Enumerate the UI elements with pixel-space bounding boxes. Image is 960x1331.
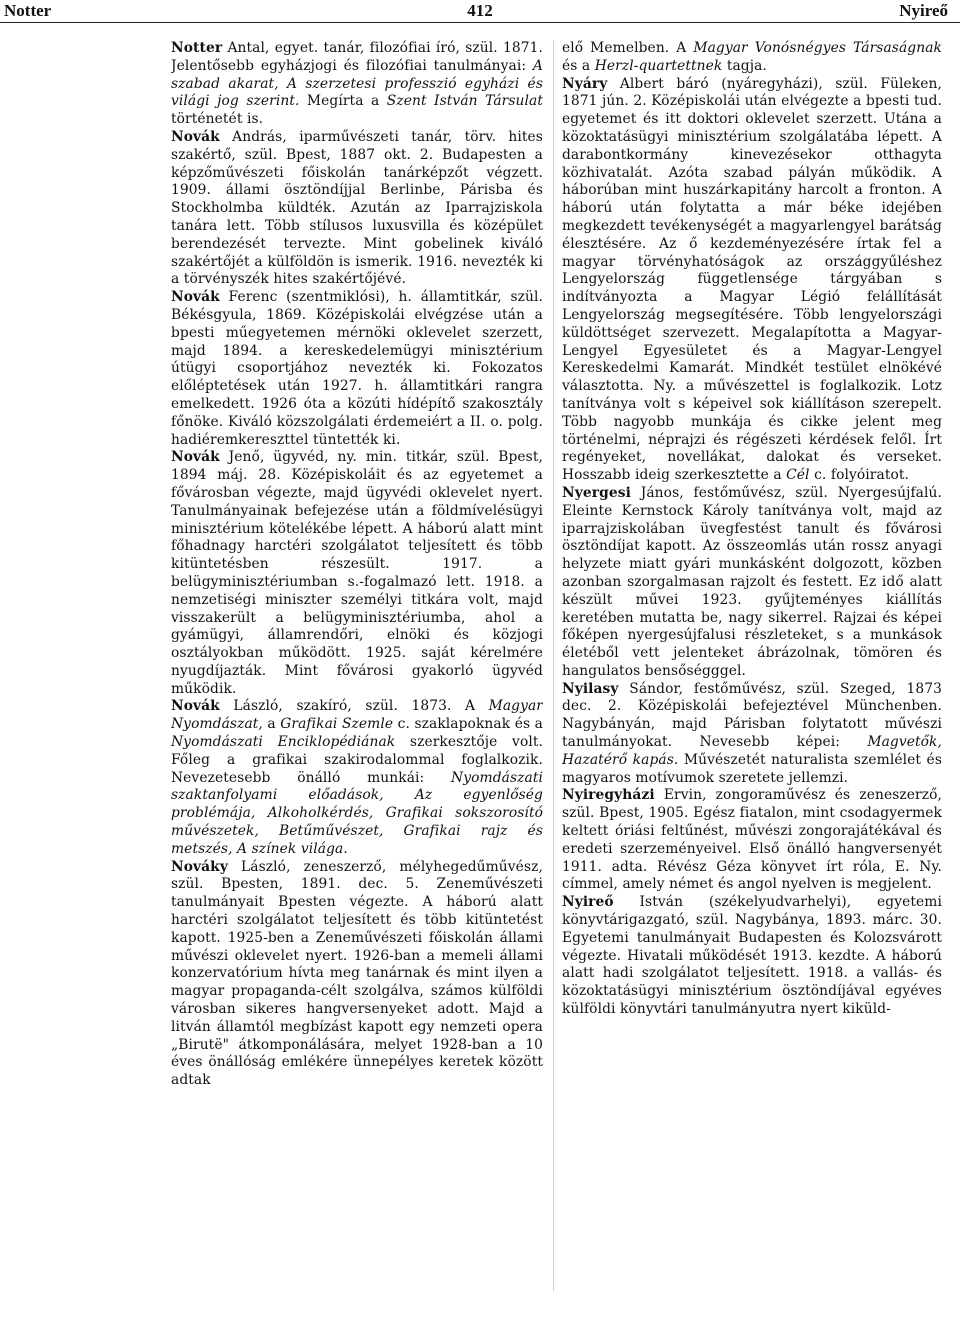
entry-text: tagja. bbox=[722, 57, 767, 74]
entry bbox=[171, 449, 543, 698]
entry-text: László, zeneszerző, mélyhegedűművész, szül. Bpesten, 1891. dec. 5. Zeneművészeti tanulmányait Bpesten végezte. A háború alatt harctéri szolgálatot teljesített és több kitüntetést kapott. 1925-ben a Zeneművészeti főiskolán állami művészi oklevelet nyert. 1926-ban a memeli állami konzervatórium hívta meg tanárnak és mint ilyen a magyar propaganda-célt szolgálva, számos külföldi városban sikeres hangversenyeket adott. Majd a litván államtól megbízást kapott egy nemzeti opera „Birutë" átkomponálására, melyet 1928-ban a 10 éves önállóság emlékére ünnepélyes keretek között adtak bbox=[171, 858, 543, 1089]
entry bbox=[171, 129, 543, 289]
entry-name: Nyilasy bbox=[562, 680, 619, 697]
entry-name: Novák bbox=[171, 289, 220, 306]
entry bbox=[171, 40, 543, 129]
entry-text: Albert báró (nyáregyházi), szül. Füleken, 1871 jún. 2. Középiskolái után elvégezte a bpesti tud. egyetemet és itt doktori oklevelet szerzett. Utána a közoktatásügyi minisztérium szolgálatába lépett. A darabontkormány kinevezésekor otthagyta közhivatalát. Azóta szabad pályán működik. A háborúban mint huszárkapitány harcolt a fronton. A háború után folytatta a már béke idejében megkezdett tevékenységét a magyarlengyel barátság élesztésére. Az ő kezdeményezésére írtak fel a magyar törvényhatóságok az országgyűléshez Lengyelország függetlensége tárgyában s indítványozta a Magyar Légió felállítását Lengyelország megsegítésére. Több lengyelországi küldöttséget szervezett. Megalapította a Magyar-Lengyel Egyesületet és a Magyar-Lengyel Kereskedelmi Kamarát. Mindkét testület elnökévé választotta. Ny. a művészettel is foglalkozik. Lotz tanítványa volt s képeivel sok kiállításon szerepelt. Több nagyobb munkája és cikke jelent meg történelmi, néprajzi és régészeti kérdések felől. Írt regényeket, novellákat, dalokat és verseket. Hosszabb ideig szerkesztette a bbox=[562, 75, 942, 484]
entry-text: András, iparművészeti tanár, törv. hites szakértő, szül. Bpest, 1887 okt. 2. Budapesten a képzőművészeti főiskolán tanárképzőt végzett. 1909. állami ösztöndíjjal Berlinbe, Párisba és Stockholmba küldték. Azután az Iparrajziskola tanára lett. Több stílusos luxusvilla és középület berendezését tervezte. Mint gobelinek kiváló szakértőjét a külföldön is ismerik. 1916. nevezték ki a törvényszék hites szakértőjévé. bbox=[171, 128, 543, 288]
entry-text: és a bbox=[562, 57, 595, 74]
entry-text: János, festőművész, szül. Nyergesújfalú. Eleinte Kernstock Károly tanítványa volt, majd az iparrajziskolában üvegfestést tanult és fővárosi ösztöndíjat kapott. Az összeomlás után rossz anyagi helyzete miatt gyári munkásként dolgozott, közben azonban szorgalmasan rajzolt és festett. Ez idő alatt készült művei 1923. gyűjteményes kiállítás keretében mutatta be, nagy sikerrel. Rajzai és képei főképen nyergesújfalusi részleteket, s a munkások életéből vett jelenteket ábrázolnak, tömören és hangulatos bensőségggel. bbox=[562, 484, 942, 679]
italic-title: Herzl-quartettnek bbox=[594, 57, 723, 74]
entry bbox=[562, 681, 942, 788]
italic-title: Magyar Vonósnégyes Társaságnak bbox=[693, 40, 942, 56]
entry-text: Művészetét naturalista szemlélet és magyaros motívumok szeretete jellemzi. bbox=[562, 751, 942, 786]
italic-title: A szabad akarat, A szerzetesi professzió egyházi és világi jog szerint. bbox=[171, 57, 543, 110]
header-left-word: Notter bbox=[4, 1, 52, 20]
running-header bbox=[0, 0, 960, 22]
entry-text: Ferenc (szentmiklósi), h. államtitkár, szül. Békésgyula, 1869. Középiskolái elvégzése után a bpesti műegyetemen mérnöki oklevelet szerzett, majd 1894. a kereskedelemügyi minisztérium útügyi csoportjához nevezték ki. Fokozatos előléptetések után 1927. h. államtitkári rangra emelkedett. 1926 óta a közúti hídépítő szakosztály főnöke. Kiváló közszolgálati érdemeiért a II. o. polg. hadiéremkereszttel tüntették ki. bbox=[171, 289, 543, 448]
entry bbox=[562, 40, 942, 76]
entry-name: Nyáry bbox=[562, 75, 608, 92]
entry-name: Novák bbox=[171, 128, 220, 145]
entry bbox=[171, 698, 543, 858]
right-column bbox=[562, 40, 942, 1313]
entry bbox=[562, 76, 942, 485]
entry-name: Novák bbox=[171, 449, 220, 466]
header-right-word: Nyireő bbox=[899, 1, 948, 20]
entry-name: Nyergesi bbox=[562, 484, 631, 501]
entry bbox=[171, 289, 543, 449]
entry-name: Nyireő bbox=[562, 894, 614, 911]
italic-title: Magvetők, Hazatérő kapás. bbox=[562, 734, 942, 768]
italic-title: Szent István Társulat bbox=[386, 93, 543, 110]
italic-title: Grafikai Szemle bbox=[280, 716, 394, 733]
entry-text: László, szakíró, szül. 1873. A bbox=[219, 698, 489, 715]
entry bbox=[562, 894, 942, 1019]
italic-title: Nyomdászati szaktanfolyami előadások, Az egyenlőség problémája, Alkoholkérdés, Grafikai sokszorosító művészetek, Betűművészet, Grafikai rajz és metszés, A színek világa. bbox=[171, 769, 543, 857]
entry-name: Novák bbox=[171, 698, 220, 715]
entry-name: Notter bbox=[171, 40, 223, 56]
entry-text: Jenő, ügyvéd, ny. min. titkár, szül. Bpest, 1894 máj. 28. Középiskoláit és az egyetemet a fővárosban végezte, majd ügyvédi oklevelet nyert. Tanulmányainak befejezése után a földmívelésügyi minisztérium kötelékébe lépett. A háború alatt mint főhadnagy harctéri szolgálatot teljesített és több kitüntetésben részesült. 1917. a belügyminisztériumban s.-fogalmazó lett. 1918. a nemzetiségi miniszter személyi titkára volt, majd visszakerült a belügyminisztériumba, ahol a gyámügyi, államrendőri, elnöki és közjogi osztályokban működött. 1925. saját kérelmére nyugdíjazták. Mint fővárosi gyakorló ügyvéd működik. bbox=[171, 449, 543, 697]
entry-text: Sándor, festőművész, szül. Szeged, 1873 dec. 2. Középiskolái befejeztével Münchenben. Nagybányán, majd Párisban folytatott művészi tanulmányokat. Nevesebb képei: bbox=[562, 680, 942, 751]
italic-title: Nyomdászati Enciklopédiának bbox=[171, 734, 396, 751]
entry-text: István (székelyudvarhelyi), egyetemi könyvtárigazgató, szül. Nagybánya, 1893. márc. 30. Egyetemi tanulmányait Budapesten és Kolozsvárott végezte. Hivatali működését 1913. kezdte. A háború alatt hadi szolgálatot teljesített. 1918. a vallás- és közoktatásügyi minisztérium ösztöndíjával egyéves külföldi könyvtári tanulmányutra nyert kiküld- bbox=[562, 894, 942, 1018]
left-column bbox=[171, 40, 543, 1313]
entry-text: történetét is. bbox=[171, 111, 264, 128]
entry bbox=[171, 859, 543, 1090]
entry-name: Nyiregyházi bbox=[562, 787, 655, 804]
entry-text: szerkesztője volt. Főleg a grafikai szakirodalommal foglalkozik. Nevezetesebb önálló munkái: bbox=[171, 734, 543, 786]
entry bbox=[562, 787, 942, 894]
entry-text: a bbox=[262, 716, 281, 733]
entry-text: c. folyóiratot. bbox=[809, 467, 910, 484]
italic-title: Cél bbox=[786, 467, 810, 484]
entry-text: Ervin, zongoraművész és zeneszerző, szül. Bpest, 1905. Egész fiatalon, mint csodagyermek keltett óriási feltűnést, művészi zongorajátékával és eredeti szerzeményeivel. Első önálló hangversenyét 1911. adta. Révész Géza könyvet írt róla, E. Ny. címmel, amely német és angol nyelven is megjelent. bbox=[562, 787, 942, 893]
header-rule bbox=[0, 22, 960, 23]
entry-text: elő Memelben. A bbox=[562, 40, 694, 56]
entry-text: Megírta a bbox=[299, 93, 387, 110]
entry-text: Antal, egyet. tanár, filozófiai író, szül. 1871. Jelentősebb egyházjogi és filozófiai tanulmányai: bbox=[171, 40, 543, 74]
entry-name: Nováky bbox=[171, 858, 228, 875]
entry-text: c. szaklapoknak és a bbox=[393, 716, 543, 733]
column-divider bbox=[553, 40, 554, 1291]
italic-title: Magyar Nyomdászat, bbox=[171, 698, 543, 733]
page-number: 412 bbox=[467, 1, 493, 20]
entry bbox=[562, 485, 942, 681]
